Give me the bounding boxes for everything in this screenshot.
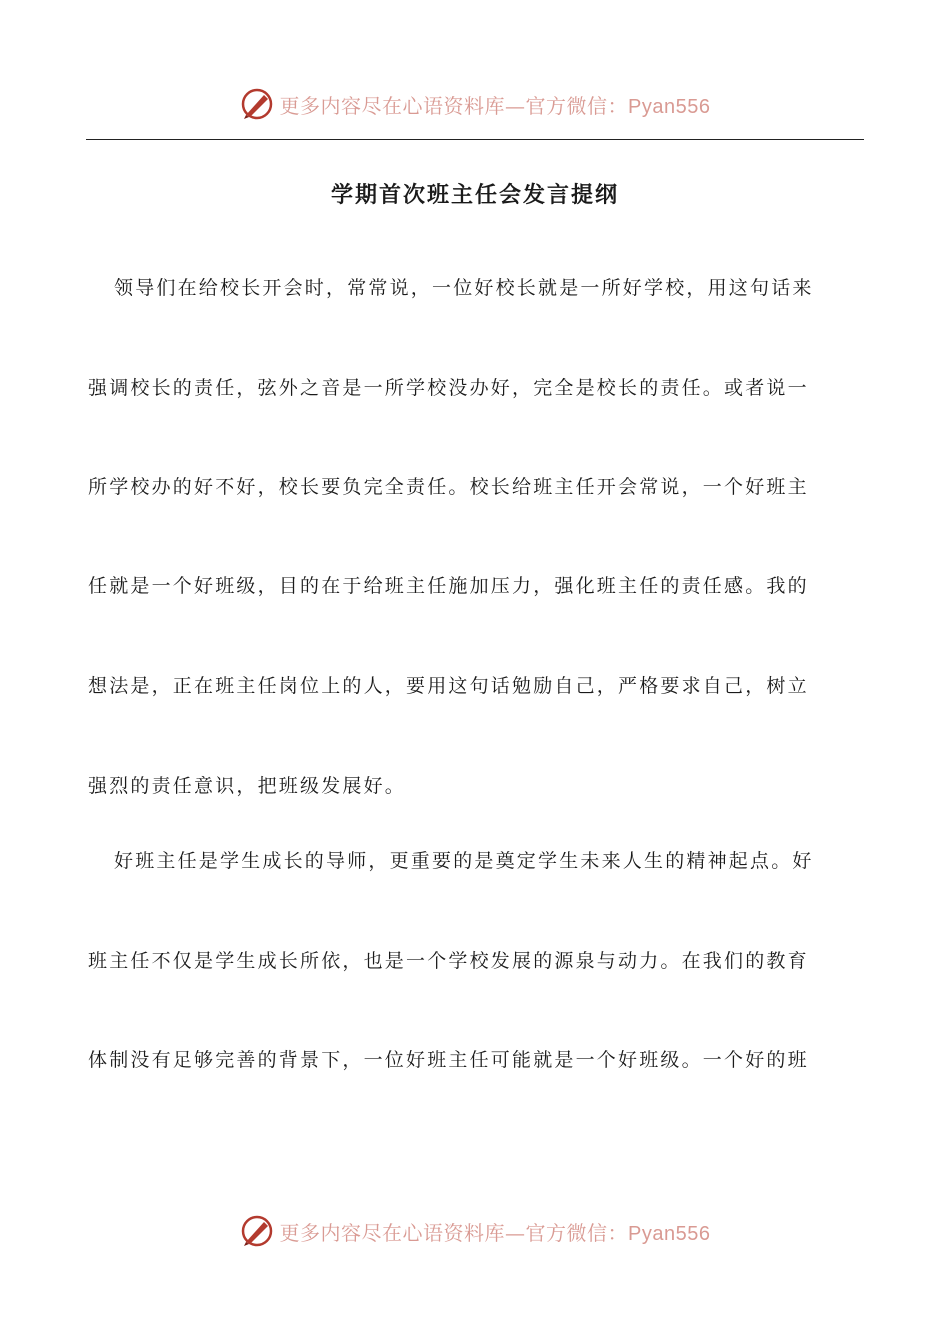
body-line-7: 好班主任是学生成长的导师，更重要的是奠定学生未来人生的精神起点。好: [114, 850, 814, 872]
body-line-8: 班主任不仅是学生成长所依，也是一个学校发展的源泉与动力。在我们的教育: [88, 950, 809, 972]
footer-text: [280, 1217, 711, 1246]
document-title: 学期首次班主任会发言提纲: [330, 182, 619, 208]
body-line-2: 强调校长的责任，弦外之音是一所学校没办好，完全是校长的责任。或者说一: [88, 377, 809, 399]
body-line-3: 所学校办的好不好，校长要负完全责任。校长给班主任开会常说，一个好班主: [88, 476, 809, 498]
body-line-6: 强烈的责任意识，把班级发展好。: [88, 775, 407, 797]
body-line-9: 体制没有足够完善的背景下，一位好班主任可能就是一个好班级。一个好的班: [88, 1049, 809, 1071]
header-divider: [86, 139, 864, 140]
footer-banner: [0, 1211, 950, 1251]
body-line-4: 任就是一个好班级，目的在于给班主任施加压力，强化班主任的责任感。我的: [88, 575, 809, 597]
footer-slogan: 更多内容尽在心语资料库—官方微信：: [279, 1220, 629, 1245]
banner-text: [280, 90, 711, 119]
banner-slogan: 更多内容尽在心语资料库—官方微信：: [279, 93, 629, 118]
wechat-handle: Pyan556: [628, 95, 711, 118]
body-line-5: 想法是，正在班主任岗位上的人，要用这句话勉励自己，严格要求自己，树立: [88, 675, 809, 697]
pen-logo-icon: [240, 87, 274, 121]
body-line-1: 领导们在给校长开会时，常常说，一位好校长就是一所好学校，用这句话来: [114, 277, 814, 299]
footer-wechat-handle: Pyan556: [628, 1222, 711, 1245]
pen-logo-icon: [240, 1214, 274, 1248]
header-banner: [0, 84, 950, 124]
